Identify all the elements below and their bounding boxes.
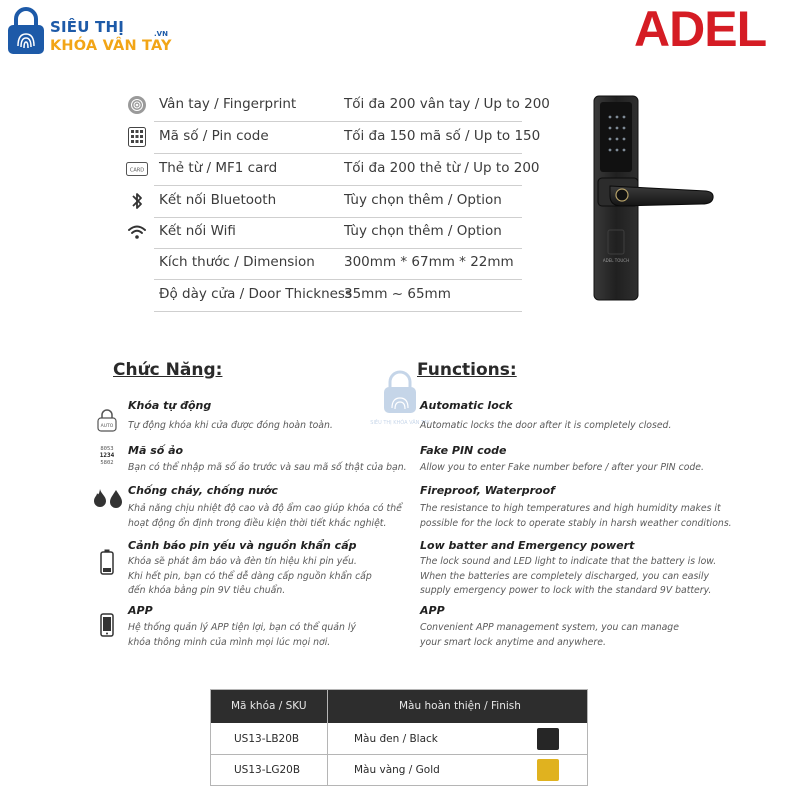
function-title-en: APP xyxy=(420,604,445,617)
functions-heading-en: Functions: xyxy=(417,360,517,380)
svg-text:CARD: CARD xyxy=(129,167,145,174)
function-title-en: Low batter and Emergency powert xyxy=(420,539,635,552)
keypad-icon xyxy=(126,126,148,148)
function-desc-vi: Tự động khóa khi cửa được đóng hoàn toàn. xyxy=(128,420,333,431)
function-desc-en: The lock sound and LED light to indicate that the battery is low. When the batteries are completely discharged, you can easily supply emergency power to lock with the standard 9V battery. xyxy=(420,556,717,596)
sku-cell: US13-LG20B xyxy=(234,764,301,776)
spec-row-bluetooth xyxy=(126,186,522,218)
spec-value: Tùy chọn thêm / Option xyxy=(344,223,502,239)
sku-cell: US13-LB20B xyxy=(234,733,300,745)
site-logo[interactable] xyxy=(6,6,186,58)
spec-label: Kích thước / Dimension xyxy=(159,254,315,270)
auto-lock-icon xyxy=(92,406,122,434)
spec-value: Tối đa 200 vân tay / Up to 200 xyxy=(344,96,550,112)
spec-row-door-thickness xyxy=(126,280,522,312)
spec-value: Tối đa 200 thẻ từ / Up to 200 xyxy=(344,160,540,176)
function-desc-vi: Khóa sẽ phát âm báo và đèn tín hiệu khi pin yếu. Khi hết pin, bạn có thể dễ dàng cấp nguồn khẩn cấp đến khóa bằng pin 9V tiêu chuẩn. xyxy=(128,556,372,596)
card-icon xyxy=(126,158,148,180)
brand-domain: .VN xyxy=(154,30,168,38)
spec-value: Tối đa 150 mã số / Up to 150 xyxy=(344,128,541,144)
bluetooth-icon xyxy=(126,190,148,212)
watermark-text: SIÊU THỊ KHÓA VÂN TAY xyxy=(370,420,430,426)
function-desc-en: Convenient APP management system, you can manage your smart lock anytime and anywhere. xyxy=(420,622,679,648)
finish-cell: Màu vàng / Gold xyxy=(354,764,440,776)
spec-row-wifi xyxy=(126,217,522,249)
lock-brand-label: ADEL TOUCH xyxy=(602,258,630,263)
function-title-vi: Mã số ảo xyxy=(128,444,184,457)
function-title-vi: Chống cháy, chống nước xyxy=(128,484,278,497)
gold-color-swatch xyxy=(537,759,559,781)
function-title-vi: APP xyxy=(128,604,153,617)
table-column-divider xyxy=(327,690,328,785)
svg-text:1234: 1234 xyxy=(99,452,115,459)
wifi-icon xyxy=(126,221,148,243)
functions-heading-vi: Chức Năng: xyxy=(113,360,223,380)
spec-label: Thẻ từ / MF1 card xyxy=(159,160,278,176)
auto-lock-icon-text: AUTO xyxy=(100,424,114,429)
function-desc-en: Allow you to enter Fake number before / after your PIN code. xyxy=(420,462,704,473)
fire-water-icon xyxy=(90,484,126,512)
adel-logo: ADEL xyxy=(634,1,767,57)
spec-label: Kết nối Bluetooth xyxy=(159,192,277,208)
function-title-en: Fireproof, Waterproof xyxy=(420,484,555,497)
function-desc-en: Automatic locks the door after it is completely closed. xyxy=(420,420,672,431)
fingerprint-icon xyxy=(126,94,148,116)
spec-value: Tùy chọn thêm / Option xyxy=(344,192,502,208)
spec-row-dimension xyxy=(126,248,522,280)
spec-value: 35mm ~ 65mm xyxy=(344,286,451,302)
battery-icon xyxy=(92,548,122,576)
spec-row-pincode xyxy=(126,122,541,154)
black-color-swatch xyxy=(537,728,559,750)
finish-cell: Màu đen / Black xyxy=(354,733,438,745)
header-finish: Màu hoàn thiện / Finish xyxy=(399,700,521,712)
function-desc-vi: Hệ thống quản lý APP tiện lợi, bạn có thể quản lý khóa thông minh của mình mọi lúc mọi nơi. xyxy=(128,622,356,648)
phone-icon xyxy=(92,611,122,639)
function-title-vi: Cảnh báo pin yếu và nguồn khẩn cấp xyxy=(128,539,357,552)
spec-row-fingerprint xyxy=(126,90,550,122)
function-desc-vi: Bạn có thể nhập mã số ảo trước và sau mã số thật của bạn. xyxy=(128,462,407,473)
brand-name-line2: KHÓA VÂN TAY xyxy=(50,38,172,54)
spec-row-card xyxy=(126,154,540,186)
function-desc-en: The resistance to high temperatures and high humidity makes it possible for the lock to operate stably in harsh weather conditions. xyxy=(420,503,732,529)
spec-label: Độ dày cửa / Door Thickness xyxy=(159,286,352,302)
function-desc-vi: Khả năng chịu nhiệt độ cao và độ ẩm cao giúp khóa có thể hoạt động ổn định trong điều kiện thời tiết khắc nghiệt. xyxy=(128,503,402,529)
spec-label: Vân tay / Fingerprint xyxy=(159,96,297,112)
door-lock-product-image xyxy=(588,92,718,304)
spec-label: Kết nối Wifi xyxy=(159,223,236,239)
svg-text:5802: 5802 xyxy=(100,460,114,466)
function-title-vi: Khóa tự động xyxy=(128,399,212,412)
header-sku: Mã khóa / SKU xyxy=(231,700,307,712)
brand-name-line1: SIÊU THỊ xyxy=(50,18,124,36)
spec-divider xyxy=(154,311,522,312)
sku-table-header xyxy=(211,690,587,723)
sku-table xyxy=(210,689,588,786)
fake-pin-icon xyxy=(92,441,122,469)
svg-text:8053: 8053 xyxy=(100,446,114,452)
table-row-divider xyxy=(211,754,587,755)
function-title-en: Automatic lock xyxy=(420,399,513,412)
spec-value: 300mm * 67mm * 22mm xyxy=(344,254,514,270)
spec-label: Mã số / Pin code xyxy=(159,128,269,144)
padlock-fingerprint-icon xyxy=(6,6,46,56)
function-title-en: Fake PIN code xyxy=(420,444,507,457)
